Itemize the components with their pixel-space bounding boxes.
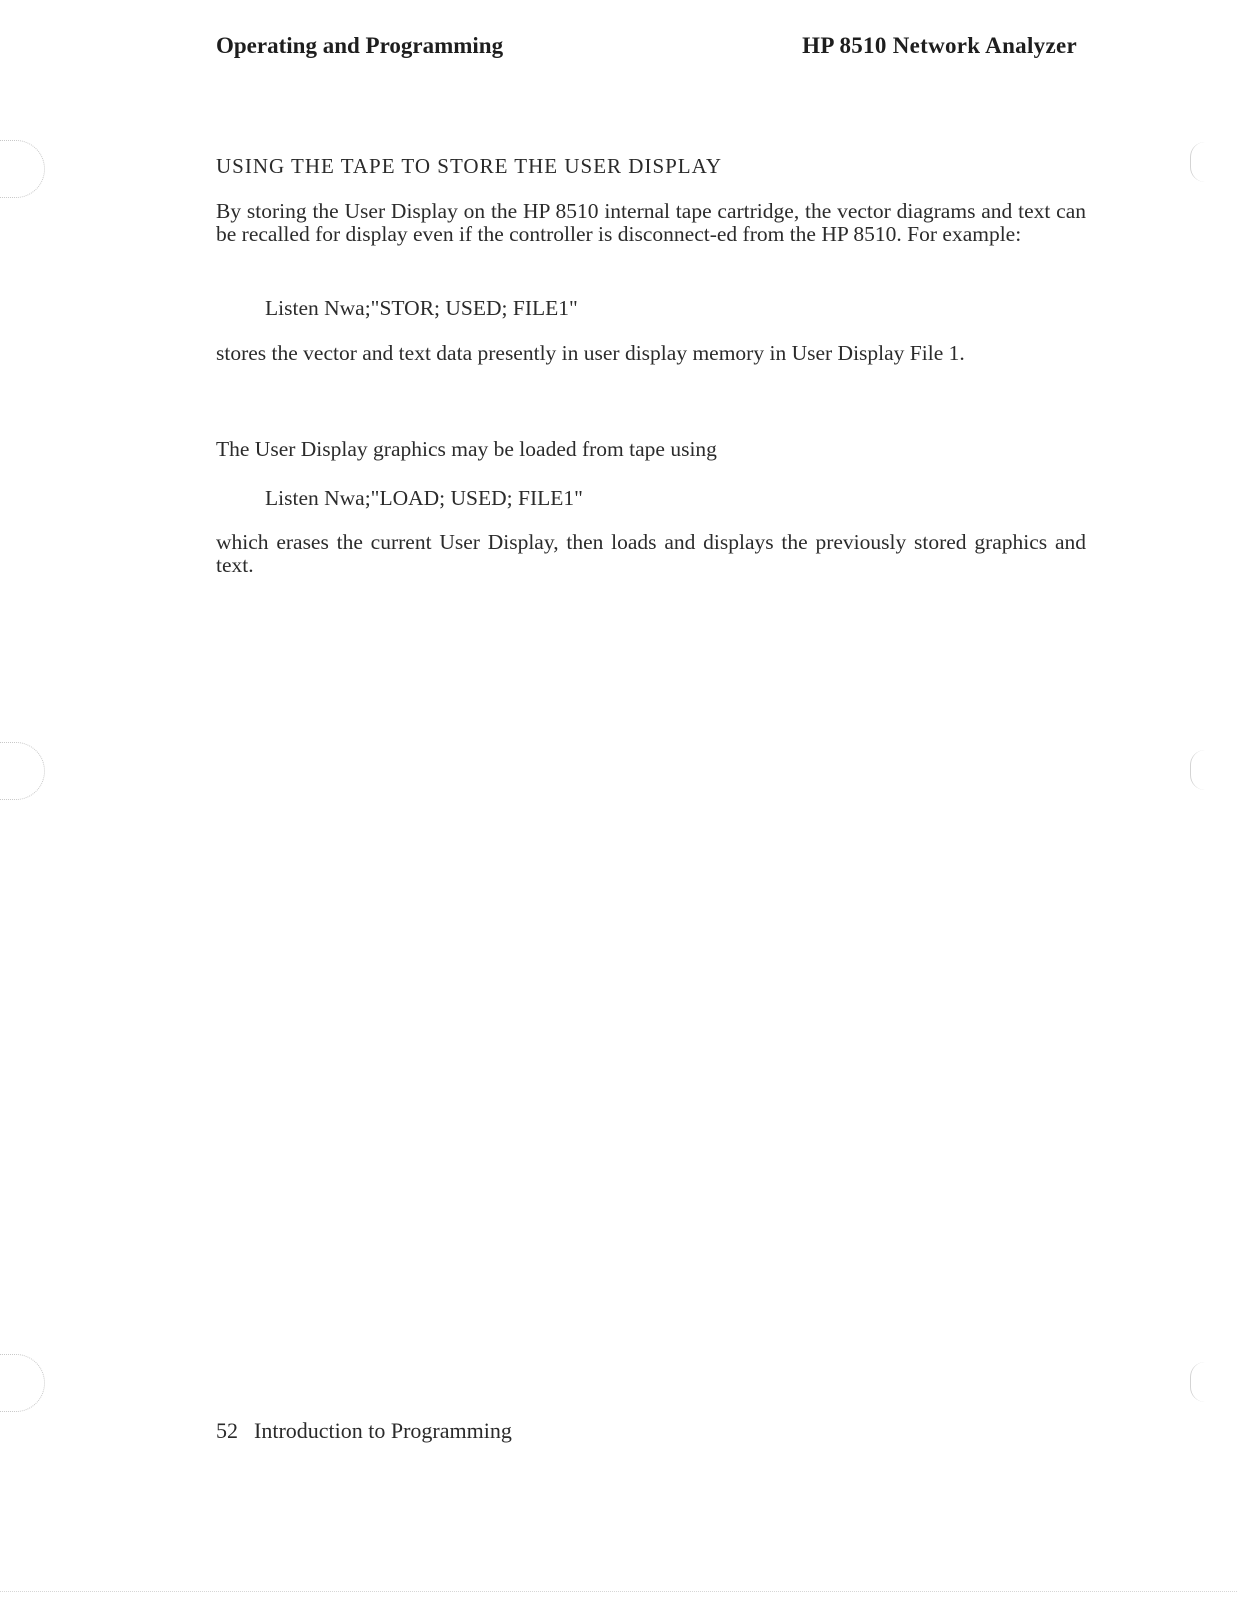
page-number: 52: [216, 1418, 238, 1443]
scan-edge-line: [0, 1591, 1237, 1592]
binder-hole-middle-right: [1190, 750, 1205, 790]
binder-hole-bottom-right: [1190, 1362, 1205, 1402]
binder-hole-middle-left: [0, 742, 45, 800]
running-header-right: HP 8510 Network Analyzer: [802, 33, 1077, 58]
page-footer: [216, 1418, 512, 1444]
paragraph-intro: By storing the User Display on the HP 8510 internal tape cartridge, the vector diagrams and text can be recalled for display even if the controller is disconnect-ed from the HP 8510. For example:: [216, 199, 1086, 246]
code-example-load: Listen Nwa;"LOAD; USED; FILE1": [265, 486, 583, 510]
running-header-left: Operating and Programming: [216, 33, 504, 58]
paragraph-load-description: which erases the current User Display, then loads and displays the previously stored graphics and text.: [216, 530, 1086, 577]
binder-hole-bottom-left: [0, 1354, 45, 1412]
section-heading: USING THE TAPE TO STORE THE USER DISPLAY: [216, 154, 723, 178]
footer-title: Introduction to Programming: [254, 1418, 512, 1443]
binder-hole-top-left: [0, 140, 45, 198]
paragraph-load-intro: The User Display graphics may be loaded from tape using: [216, 437, 717, 461]
paragraph-store-description: stores the vector and text data presently in user display memory in User Display File 1.: [216, 341, 965, 365]
code-example-store: Listen Nwa;"STOR; USED; FILE1": [265, 296, 578, 320]
binder-hole-top-right: [1190, 142, 1205, 182]
